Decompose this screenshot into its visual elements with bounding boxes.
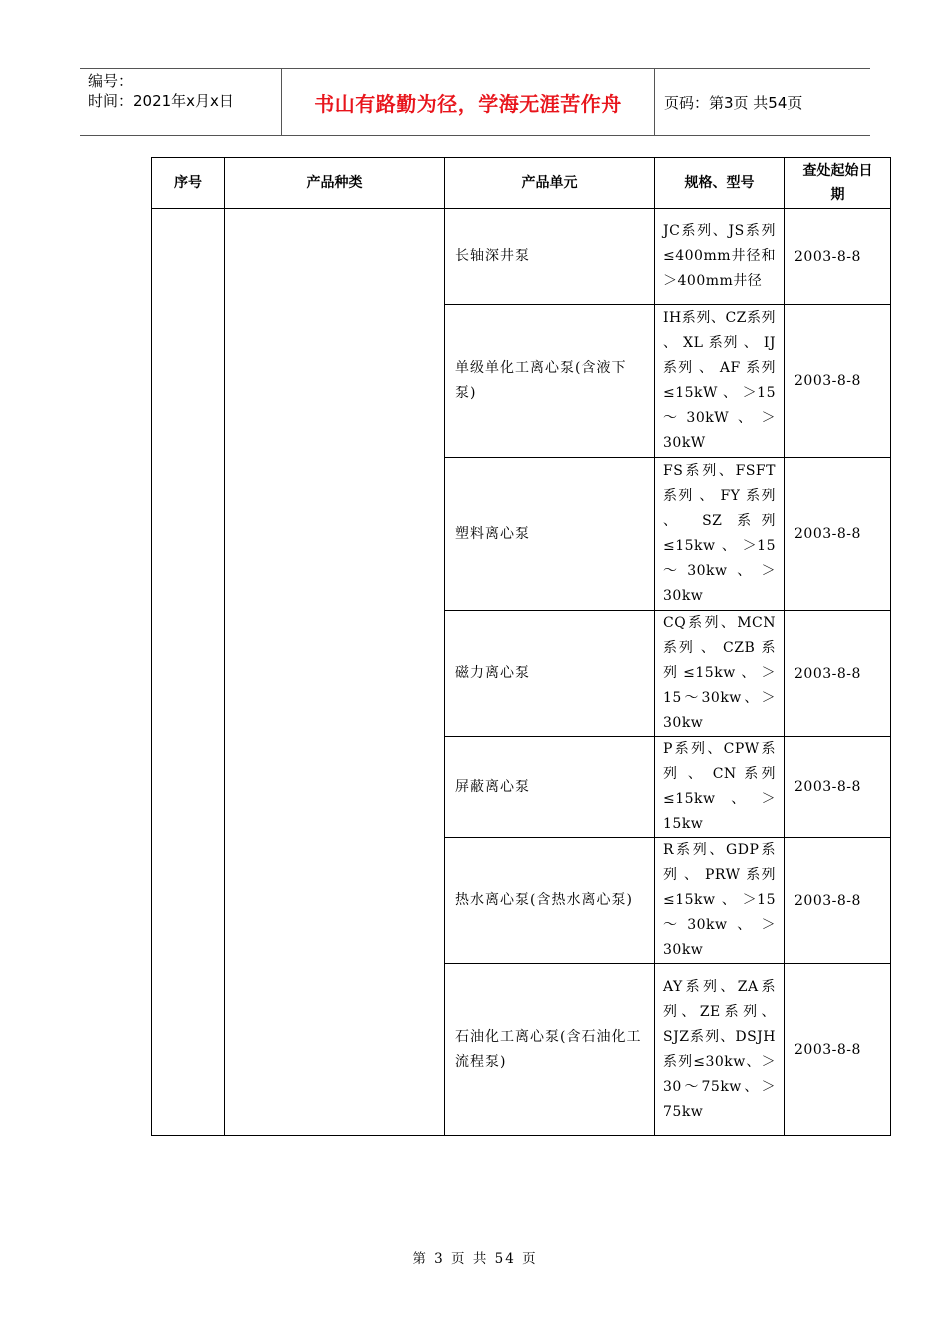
unit-cell: 石油化工离心泵(含石油化工流程泵) — [445, 964, 655, 1136]
spec-cell: R系列、GDP系列 、 PRW 系列≤15kw、＞15～30kw、＞30kw — [655, 838, 785, 964]
header-motto: 书山有路勤为径，学海无涯苦作舟 — [281, 69, 655, 135]
spec-cell: JC系列、JS系列≤400mm井径和＞400mm井径 — [655, 209, 785, 305]
time-label: 时间：2021年x月x日 — [88, 92, 234, 110]
serial-cell — [152, 209, 225, 1136]
date-cell: 2003-8-8 — [785, 611, 891, 737]
date-cell: 2003-8-8 — [785, 458, 891, 611]
header-spec: 规格、型号 — [655, 158, 785, 209]
spec-cell: FS系列、FSFT系列 、 FY 系列 、 SZ 系列≤15kw、＞15～30kw、＞30kw — [655, 458, 785, 611]
unit-cell: 长轴深井泵 — [445, 209, 655, 305]
unit-cell: 单级单化工离心泵(含液下泵) — [445, 305, 655, 458]
header-meta — [80, 69, 281, 135]
spec-cell: CQ系列、MCN系列 、 CZB 系列≤15kw、＞15～30kw、＞30kw — [655, 611, 785, 737]
header-unit: 产品单元 — [445, 158, 655, 209]
date-cell: 2003-8-8 — [785, 838, 891, 964]
header-serial: 序号 — [152, 158, 225, 209]
unit-cell: 塑料离心泵 — [445, 458, 655, 611]
number-label: 编号： — [88, 72, 134, 90]
date-cell: 2003-8-8 — [785, 305, 891, 458]
spec-cell: IH系列、CZ系列 、 XL 系列 、 IJ 系列 、 AF 系列≤15kW、＞15～30kW、＞30kW — [655, 305, 785, 458]
date-cell: 2003-8-8 — [785, 737, 891, 838]
product-table — [151, 157, 891, 1136]
page-footer: 第 3 页 共 54 页 — [412, 1251, 538, 1267]
spec-cell: P系列、CPW系列 、 CN 系列≤15kw、＞15kw — [655, 737, 785, 838]
unit-cell: 屏蔽离心泵 — [445, 737, 655, 838]
table-row — [152, 209, 891, 305]
header-start-date: 查处起始日期 — [785, 158, 891, 209]
header-category: 产品种类 — [225, 158, 445, 209]
category-cell — [225, 209, 445, 1136]
date-cell: 2003-8-8 — [785, 964, 891, 1136]
unit-cell: 磁力离心泵 — [445, 611, 655, 737]
unit-cell: 热水离心泵(含热水离心泵) — [445, 838, 655, 964]
table-header-row — [152, 158, 891, 209]
date-cell: 2003-8-8 — [785, 209, 891, 305]
spec-cell: AY系列、ZA系列、ZE系列、SJZ系列、DSJH系列≤30kw、＞30～75kw、＞75kw — [655, 964, 785, 1136]
document-header — [80, 68, 870, 136]
header-page-info: 页码：第3页 共54页 — [664, 93, 803, 112]
